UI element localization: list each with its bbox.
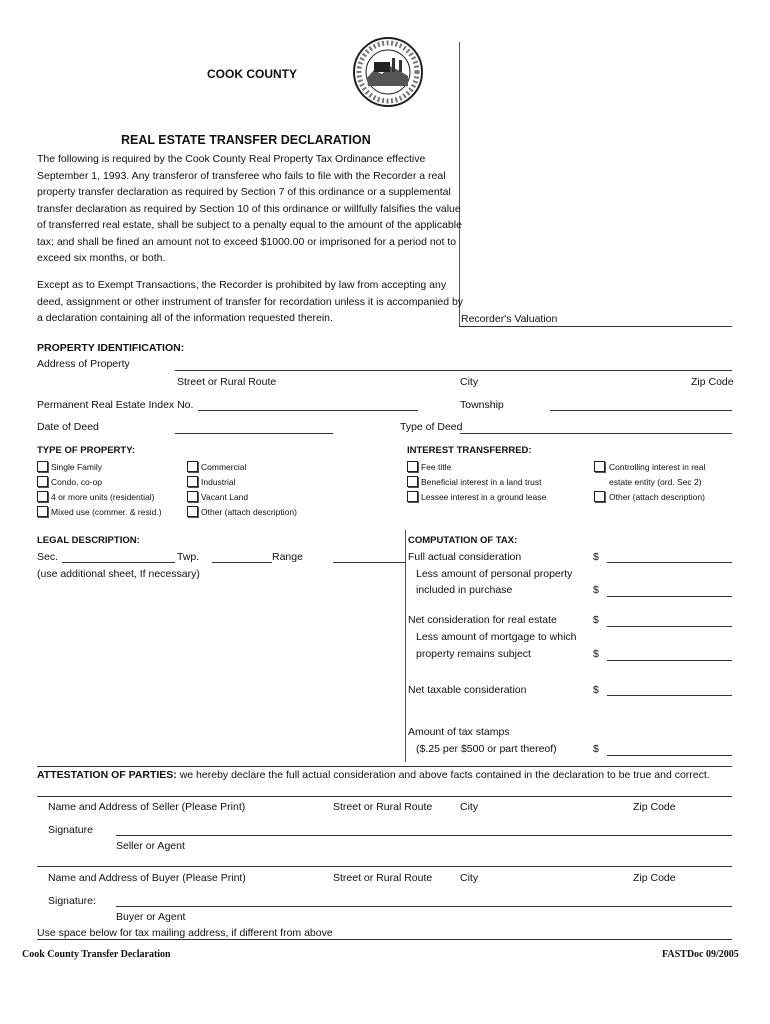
option-label: Condo, co-op	[51, 477, 103, 487]
option-label: Commercial	[201, 462, 247, 472]
seller-name-line[interactable]	[37, 796, 732, 797]
intro-line: September 1, 1993. Any transferor of transferee who fails to file with the Recorder a real	[37, 169, 446, 182]
date-of-deed-field[interactable]	[175, 433, 333, 434]
less-mortgage-label: Less amount of mortgage to which	[416, 631, 577, 643]
buyer-city-label: City	[460, 872, 479, 884]
less-personal-label: Less amount of personal property	[416, 568, 573, 580]
sec-field[interactable]	[62, 562, 175, 563]
tax-heading: COMPUTATION OF TAX:	[408, 535, 518, 546]
attestation-statement	[37, 769, 710, 781]
seller-agent-label: Seller or Agent	[116, 840, 185, 852]
attestation-heading: ATTESTATION OF PARTIES:	[37, 769, 177, 781]
intro-line: of transferred real estate, shall be subject to a penalty equal to the amount of the applicable	[37, 219, 462, 231]
checkbox-4-units[interactable]	[37, 491, 48, 502]
mailing-address-note: Use space below for tax mailing address, if different from above	[37, 927, 333, 939]
sec-label: Sec.	[37, 551, 59, 563]
option-label: Other (attach description)	[201, 507, 297, 517]
header-divider	[459, 42, 460, 326]
currency-sign: $	[593, 743, 599, 755]
option-label: Mixed use (commer. & resid.)	[51, 507, 162, 517]
street-label: Street or Rural Route	[177, 376, 277, 388]
option-label: Fee title	[421, 462, 452, 472]
county-name: COOK COUNTY	[207, 67, 297, 81]
recorders-valuation-label: Recorder's Valuation	[461, 313, 558, 325]
seller-city-label: City	[460, 801, 479, 813]
tax-stamps-field[interactable]	[607, 755, 732, 756]
twp-field[interactable]	[212, 562, 272, 563]
buyer-signature-field[interactable]	[116, 906, 732, 907]
exempt-paragraph	[37, 277, 464, 327]
footer-form-id: FASTDoc 09/2005	[662, 949, 739, 960]
full-consideration-field[interactable]	[607, 562, 732, 563]
twp-label: Twp.	[177, 551, 200, 563]
buyer-agent-label: Buyer or Agent	[116, 911, 186, 923]
buyer-street-label: Street or Rural Route	[333, 872, 433, 884]
net-real-estate-label: Net consideration for real estate	[408, 614, 557, 626]
exempt-line: a declaration containing all of the information requested therein.	[37, 312, 333, 324]
buyer-label: Name and Address of Buyer (Please Print)	[48, 872, 246, 884]
property-heading: PROPERTY IDENTIFICATION:	[37, 342, 185, 354]
checkbox-industrial[interactable]	[187, 476, 198, 487]
mailing-address-field[interactable]	[37, 939, 732, 940]
type-of-deed-label: Type of Deed	[400, 421, 463, 433]
seller-street-label: Street or Rural Route	[333, 801, 433, 813]
option-label: estate entity (ord. Sec 2)	[609, 477, 702, 487]
checkbox-single-family[interactable]	[37, 461, 48, 472]
checkbox-commercial[interactable]	[187, 461, 198, 472]
section-divider	[405, 530, 406, 762]
footer-title: Cook County Transfer Declaration	[22, 949, 171, 960]
township-field[interactable]	[550, 410, 732, 411]
exempt-line: Except as to Exempt Transactions, the Recorder is prohibited by law from accepting any	[37, 279, 447, 291]
option-label: Beneficial interest in a land trust	[421, 477, 542, 487]
interest-heading: INTEREST TRANSFERRED:	[407, 445, 532, 456]
currency-sign: $	[593, 648, 599, 660]
checkbox-other-interest[interactable]	[594, 491, 605, 502]
seller-label: Name and Address of Seller (Please Print)	[48, 801, 246, 813]
less-personal-label-2: included in purchase	[416, 584, 513, 596]
option-label: Lessee interest in a ground lease	[421, 492, 547, 502]
buyer-zip-label: Zip Code	[633, 872, 676, 884]
date-of-deed-label: Date of Deed	[37, 421, 99, 433]
checkbox-vacant-land[interactable]	[187, 491, 198, 502]
tax-stamps-label: Amount of tax stamps	[408, 726, 510, 738]
buyer-signature-label: Signature:	[48, 895, 96, 907]
address-label: Address of Property	[37, 358, 130, 370]
option-label: 4 or more units (residential)	[51, 492, 155, 502]
address-field[interactable]	[175, 370, 732, 371]
tax-stamps-rate: ($.25 per $500 or part thereof)	[416, 743, 557, 755]
seller-zip-label: Zip Code	[633, 801, 676, 813]
option-label: Industrial	[201, 477, 236, 487]
exempt-line: deed, assignment or other instrument of transfer for recordation unless it is accompanied by	[37, 295, 464, 308]
currency-sign: $	[593, 584, 599, 596]
full-consideration-label: Full actual consideration	[408, 551, 522, 563]
personal-property-field[interactable]	[607, 596, 732, 597]
checkbox-fee-title[interactable]	[407, 461, 418, 472]
type-of-deed-field[interactable]	[460, 433, 732, 434]
checkbox-beneficial-interest[interactable]	[407, 476, 418, 487]
net-taxable-label: Net taxable consideration	[408, 684, 527, 696]
less-mortgage-label-2: property remains subject	[416, 648, 531, 660]
intro-line: property transfer declaration as required by Section 7 of this ordinance or a supplemental	[37, 186, 451, 198]
buyer-name-line[interactable]	[37, 866, 732, 867]
currency-sign: $	[593, 551, 599, 563]
currency-sign: $	[593, 684, 599, 696]
checkbox-lessee-interest[interactable]	[407, 491, 418, 502]
zip-label: Zip Code	[691, 376, 734, 388]
attestation-text: we hereby declare the full actual consideration and above facts contained in the declaration to be true and correct.	[176, 769, 710, 781]
seller-signature-label: Signature	[48, 824, 93, 836]
intro-line: tax; and shall be fined an amount not to exceed $1000.00 or imprisoned for a period not to	[37, 235, 457, 248]
range-label: Range	[272, 551, 303, 563]
intro-paragraph	[37, 151, 462, 267]
intro-line: transfer declaration as required by Section 10 of this ordinance or willfully falsifies the value	[37, 202, 461, 215]
checkbox-condo[interactable]	[37, 476, 48, 487]
option-label: Other (attach description)	[609, 492, 705, 502]
recorders-valuation-line	[459, 326, 732, 327]
checkbox-mixed-use[interactable]	[37, 506, 48, 517]
pin-field[interactable]	[198, 410, 418, 411]
legal-heading: LEGAL DESCRIPTION:	[37, 535, 140, 546]
intro-line: exceed six months, or both.	[37, 252, 166, 264]
checkbox-other-property[interactable]	[187, 506, 198, 517]
form-title: REAL ESTATE TRANSFER DECLARATION	[121, 133, 371, 147]
option-label: Single Family	[51, 462, 103, 472]
currency-sign: $	[593, 614, 599, 626]
county-seal	[352, 36, 424, 108]
section-rule	[37, 766, 732, 767]
city-label: City	[460, 376, 479, 388]
checkbox-controlling-interest[interactable]	[594, 461, 605, 472]
net-real-estate-field[interactable]	[607, 626, 732, 627]
net-taxable-field[interactable]	[607, 695, 732, 696]
township-label: Township	[460, 399, 504, 411]
mortgage-field[interactable]	[607, 660, 732, 661]
type-of-property-heading: TYPE OF PROPERTY:	[37, 445, 136, 456]
range-field[interactable]	[333, 562, 405, 563]
legal-note: (use additional sheet, If necessary)	[37, 568, 200, 580]
intro-line: The following is required by the Cook County Real Property Tax Ordinance effective	[37, 153, 426, 165]
pin-label: Permanent Real Estate Index No.	[37, 399, 194, 411]
option-label: Vacant Land	[201, 492, 249, 502]
option-label: Controlling interest in real	[609, 462, 706, 472]
seller-signature-field[interactable]	[116, 835, 732, 836]
